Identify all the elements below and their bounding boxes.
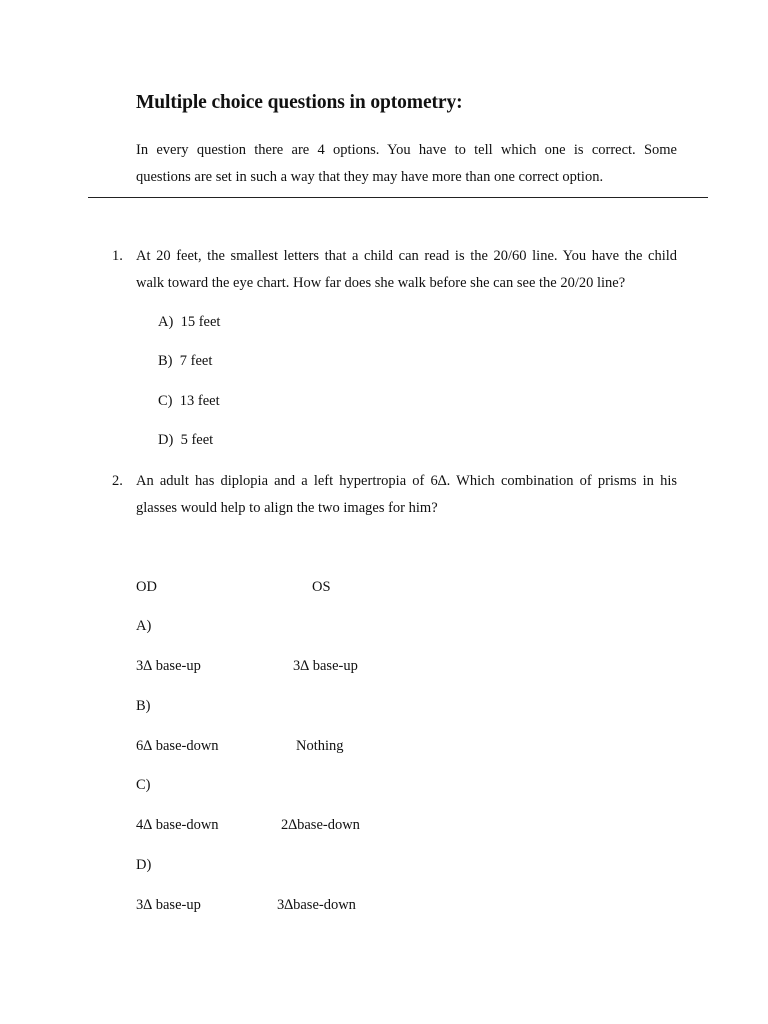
divider [88,197,708,198]
q2-option-b-os: Nothing [296,738,344,754]
question-2-text-1: An adult has diplopia and a left hypertropia of 6∆. Which combination of prisms in his [136,473,677,489]
page-title: Multiple choice questions in optometry: [136,92,463,113]
question-2-number: 2. [112,473,123,489]
q2-option-a-letter[interactable]: A) [136,618,152,634]
q2-option-c-os: 2∆base-down [281,817,360,833]
question-1-number: 1. [112,248,123,264]
intro-line-2: questions are set in such a way that they may have more than one correct option. [136,169,604,185]
q2-option-d-os: 3∆base-down [277,897,356,913]
q1-option-b[interactable] [158,353,212,370]
question-2-line-2: glasses would help to align the two images for him? [136,500,438,516]
question-1-line-2: walk toward the eye chart. How far does she walk before she can see the 20/20 line? [136,275,626,291]
column-header-od: OD [136,579,157,595]
q1-option-d[interactable] [158,432,213,449]
intro-text-1: In every question there are 4 options. You have to tell which one is correct. Some [136,142,677,158]
option-letter: B) [158,353,173,369]
q2-option-d-od: 3∆ base-up [136,897,201,913]
q2-option-b-letter[interactable]: B) [136,698,151,714]
question-1-line-1 [136,243,677,270]
option-letter: C) [158,393,173,409]
intro-line-1 [136,137,677,164]
option-letter: D) [158,432,174,448]
q2-option-b-od: 6∆ base-down [136,738,219,754]
option-text: 7 feet [179,353,213,369]
q2-option-c-letter[interactable]: C) [136,777,151,793]
q2-option-a-od: 3∆ base-up [136,658,201,674]
column-header-os: OS [312,579,331,595]
q2-option-a-os: 3∆ base-up [293,658,358,674]
question-1-text-1: At 20 feet, the smallest letters that a child can read is the 20/60 line. You have the child [136,248,677,264]
q2-option-c-od: 4∆ base-down [136,817,219,833]
q1-option-c[interactable] [158,393,220,410]
option-text: 13 feet [179,393,220,409]
option-text: 5 feet [180,432,214,448]
option-text: 15 feet [180,314,221,330]
q1-option-a[interactable] [158,314,220,331]
option-letter: A) [158,314,174,330]
q2-option-d-letter[interactable]: D) [136,857,152,873]
question-2-line-1 [136,468,677,495]
